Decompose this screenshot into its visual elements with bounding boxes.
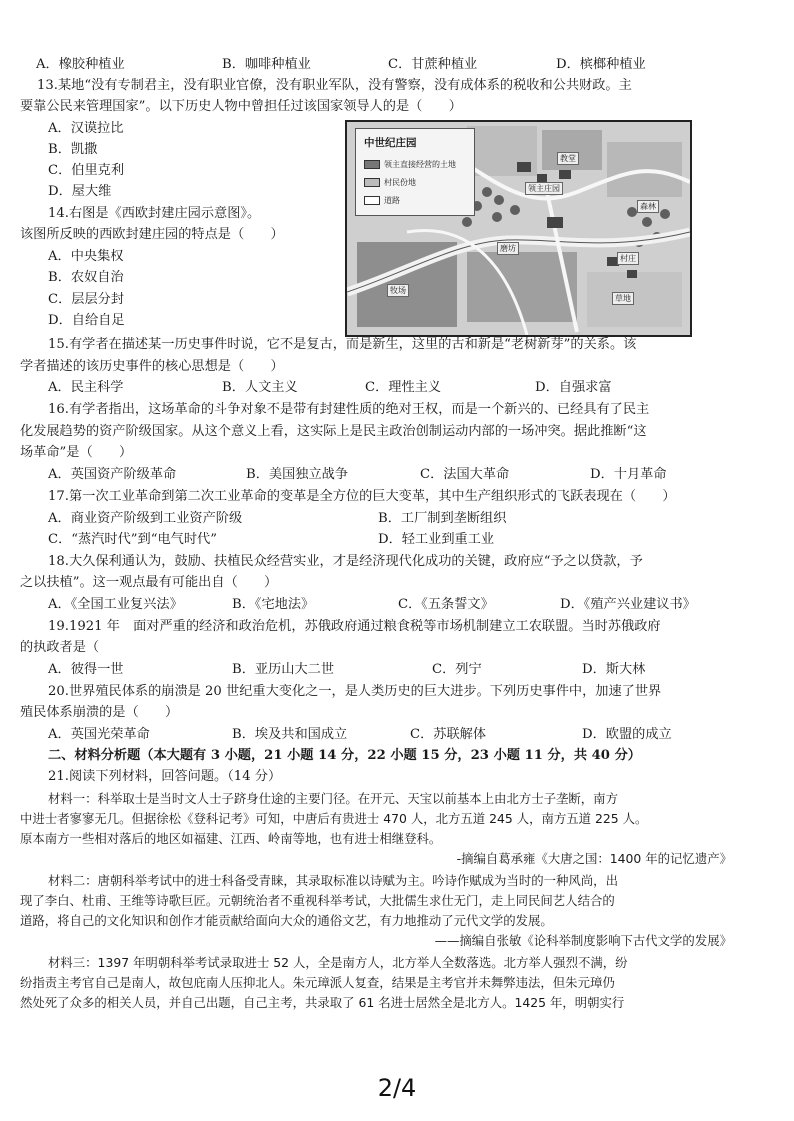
q16-option-d: D．十月革命 [590,467,667,482]
section2-heading: 二、材料分析题（本大题有 3 小题，21 小题 14 分，22 小题 15 分，23 小题 11 分，共 40 分） [48,748,641,763]
map-label-mill: 磨坊 [497,242,519,255]
material2-line3: 道路，将自己的文化知识和创作才能贡献给面向大众的通俗文艺，有力地推动了元代文学的发展。 [20,913,553,928]
material3-line3: 然处死了众多的相关人员，并自己出题，自己主考，共录取了 61 名进士居然全是北方人。1425 年，明朝实行 [20,995,625,1010]
legend-item-villager-land [364,177,416,188]
q13-stem-line2: 要靠公民来管理国家”。以下历史人物中曾担任过该国家领导人的是（ ） [20,99,462,114]
q14-stem-line1: 14.右图是《西欧封建庄园示意图》。 [48,206,261,221]
q14-stem-line2: 该图所反映的西欧封建庄园的特点是（ ） [20,227,284,242]
q19-option-c: C．列宁 [432,662,482,677]
legend-item-lord-land [364,159,456,170]
q18-stem-line1: 18.大久保利通认为，鼓励、扶植民众经营实业，才是经济现代化成功的关键，政府应“予之以贷款，予 [48,554,643,569]
q18-option-c: C．《五条誓文》 [398,597,494,612]
page-number: 2/4 [377,1074,417,1102]
q14-option-c: C．层层分封 [48,292,125,307]
q18-option-b: B．《宅地法》 [232,597,315,612]
q20-stem-line1: 20.世界殖民体系的崩溃是 20 世纪重大变化之一，是人类历史的巨大进步。下列历史事件中，加速了世界 [48,684,662,699]
q17-option-c: C．“蒸汽时代”到“电气时代” [48,532,217,547]
legend-label: 道路 [384,196,400,205]
map-label-forest: 森林 [637,200,659,213]
map-label-manor-house: 领主庄园 [525,182,563,195]
q13-stem-line1: 13.某地“没有专制君主，没有职业官僚，没有职业军队，没有警察，没有成体系的税收和公共财政。主 [37,78,632,93]
q12-option-b: B．咖啡种植业 [222,57,311,72]
map-label-meadow: 草地 [612,292,634,305]
material2-line2: 现了李白、杜甫、王维等诗歌巨匠。元朝统治者不重视科举考试，大批儒生求仕无门，走上同民间艺人结合的 [20,893,615,908]
legend-item-road [364,195,400,206]
q20-option-b: B．埃及共和国成立 [232,727,348,742]
q20-stem-line2: 殖民体系崩溃的是（ ） [20,705,179,720]
material3-line1: 材料三：1397 年明朝科举考试录取进士 52 人，全是南方人，北方举人全数落选。北方举人强烈不满，纷 [48,955,628,970]
map-label-church: 教堂 [557,152,579,165]
legend-swatch [364,196,380,205]
q19-stem-line1: 19.1921 年 面对严重的经济和政治危机，苏俄政府通过粮食税等市场机制建立工农联盟。当时苏俄政府 [48,619,661,634]
q21-heading: 21.阅读下列材料，回答问题。（14 分） [48,769,282,784]
q13-option-a: A．汉谟拉比 [48,121,124,136]
q15-option-b: B．人文主义 [222,380,298,395]
q16-stem-line1: 16.有学者指出，这场革命的斗争对象不是带有封建性质的绝对王权，而是一个新兴的、已经具有了民主 [48,402,650,417]
material1-line2: 中进士者寥寥无几。但据徐松《登科记考》可知，中唐后有贵进士 470 人，北方五道 245 人，南方五道 225 人。 [20,811,648,826]
q15-option-c: C．理性主义 [365,380,442,395]
map-legend [355,128,475,216]
q14-option-d: D．自给自足 [48,313,125,328]
q14-option-a: A．中央集权 [48,249,124,264]
q17-stem-line1: 17.第一次工业革命到第二次工业革命的变革是全方位的巨大变革，其中生产组织形式的飞跃表现在（ ） [48,489,676,504]
material1-line1: 材料一：科举取士是当时文人士子跻身仕途的主要门径。在开元、天宝以前基本上由北方士子垄断，南方 [48,791,618,806]
legend-label: 村民份地 [384,178,416,187]
q20-option-a: A．英国光荣革命 [48,727,150,742]
q18-stem-line2: 之以扶植”。这一观点最有可能出自（ ） [20,575,278,590]
q12-option-a: A．橡胶种植业 [36,57,125,72]
q20-option-c: C．苏联解体 [410,727,487,742]
manor-map-figure [345,120,692,337]
q19-option-a: A．彼得一世 [48,662,124,677]
q17-option-a: A．商业资产阶级到工业资产阶级 [48,511,243,526]
q20-option-d: D．欧盟的成立 [582,727,672,742]
material3-line2: 纷指责主考官自己是南人，故包庇南人压抑北人。朱元璋派人复查，结果是主考官并未舞弊违法，但朱元璋仍 [20,975,615,990]
q19-option-b: B．亚历山大二世 [232,662,335,677]
q14-option-b: B．农奴自治 [48,270,124,285]
material2-source: ——摘编自张敏《论科举制度影响下古代文学的发展》 [434,933,732,948]
material1-line3: 原本南方一些相对落后的地区如福建、江西、岭南等地，也有进士相继登科。 [20,831,442,846]
q16-option-a: A．英国资产阶级革命 [48,467,177,482]
map-label-village: 村庄 [617,252,639,265]
q13-option-b: B．凯撒 [48,142,98,157]
q17-option-d: D．轻工业到重工业 [378,532,495,547]
legend-swatch [364,160,380,169]
map-label-pasture: 牧场 [387,284,409,297]
q12-option-c: C．甘蔗种植业 [388,57,478,72]
q19-option-d: D．斯大林 [582,662,646,677]
material2-line1: 材料二：唐朝科举考试中的进士科备受青睐，其录取标准以诗赋为主。吟诗作赋成为当时的一种风尚，出 [48,873,618,888]
q16-option-c: C．法国大革命 [420,467,510,482]
q17-option-b: B．工厂制到垄断组织 [378,511,507,526]
q15-option-a: A．民主科学 [48,380,124,395]
q19-stem-line2: 的执政者是（ [20,640,100,655]
q15-option-d: D．自强求富 [535,380,612,395]
q15-stem-line1: 15.有学者在描述某一历史事件时说，它不是复古，而是新生，这里的古和新是“老树新芽”的关系。该 [48,337,637,352]
q15-stem-line2: 学者描述的该历史事件的核心思想是（ ） [20,359,284,374]
q18-option-a: A．《全国工业复兴法》 [48,597,183,612]
q13-option-d: D．屋大维 [48,184,112,199]
q12-option-d: D．槟榔种植业 [556,57,646,72]
material1-source: -摘编自葛承雍《大唐之国：1400 年的记忆遗产》 [456,851,732,866]
q16-stem-line2: 化发展趋势的资产阶级国家。从这个意义上看，这实际上是民主政治创制运动内部的一场冲突。据此推断“这 [20,424,647,439]
q16-stem-line3: 场革命”是（ ） [20,445,133,460]
q16-option-b: B．美国独立战争 [246,467,349,482]
q18-option-d: D．《殖产兴业建议书》 [560,597,696,612]
q13-option-c: C．伯里克利 [48,163,125,178]
legend-swatch [364,178,380,187]
legend-label: 领主直接经营的土地 [384,160,456,169]
map-title: 中世纪庄园 [364,137,417,149]
